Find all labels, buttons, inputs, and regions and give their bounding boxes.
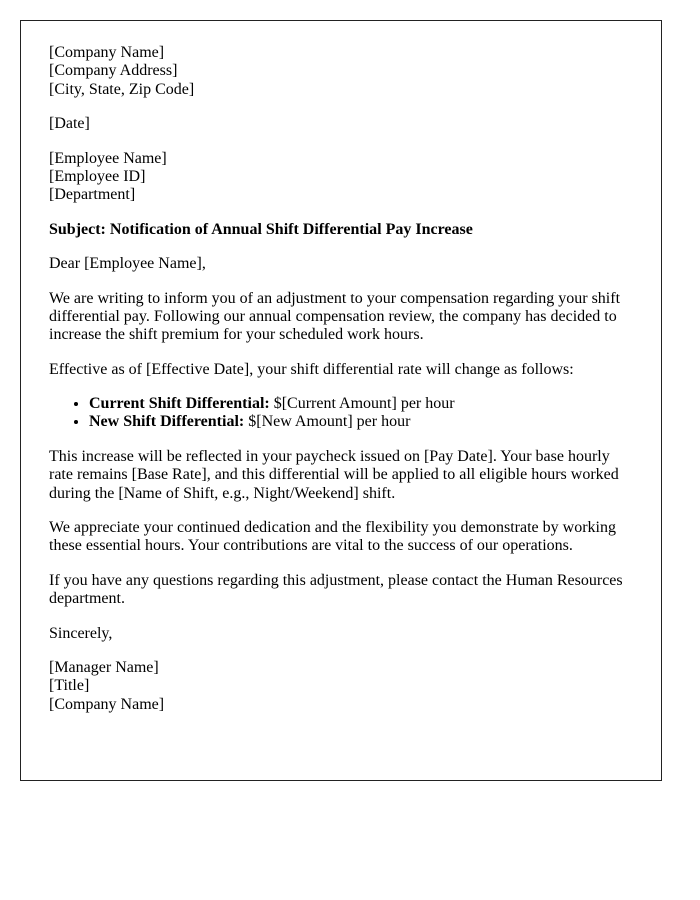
salutation-line: Dear [Employee Name], [49,255,206,273]
list-item-current-differential [89,395,633,413]
company-address-block [49,44,633,99]
signature-block [49,659,633,714]
manager-name-line: [Manager Name] [49,658,159,676]
current-differential-label: Current Shift Differential: [89,395,270,413]
company-name-line: [Company Name] [49,44,165,61]
date-line: [Date] [49,115,90,133]
signature-company-line: [Company Name] [49,695,165,713]
closing-line: Sincerely, [49,624,113,642]
paragraph-paycheck: This increase will be reflected in your paycheck issued on [Pay Date]. Your base hourly rate remains [Base Rate], and this differential will be applied to all eligible hours worked during the [Name of Shift, e.g., Night/Weekend] shift. [49,447,619,502]
current-differential-value: $[Current Amount] per hour [269,395,455,413]
company-address-line: [Company Address] [49,62,178,80]
department-line: [Department] [49,186,136,204]
employee-id-line: [Employee ID] [49,167,146,185]
signature-title-line: [Title] [49,677,90,695]
paragraph-appreciation: We appreciate your continued dedication and the flexibility you demonstrate by working these essential hours. Your contributions are vital to the success of our operations. [49,519,616,555]
paragraph-effective: Effective as of [Effective Date], your shift differential rate will change as follows: [49,360,574,378]
new-differential-value: $[New Amount] per hour [244,413,411,431]
list-item-new-differential [89,413,633,431]
paragraph-intro: We are writing to inform you of an adjustment to your compensation regarding your shift differential pay. Following our annual compensation review, the company has decided to increase the shift premium for your scheduled work hours. [49,289,621,344]
recipient-block [49,150,633,205]
differential-list [49,395,633,432]
company-city-state-zip-line: [City, State, Zip Code] [49,80,195,98]
letter-page [20,20,662,781]
new-differential-label: New Shift Differential: [89,413,245,431]
paragraph-questions: If you have any questions regarding this adjustment, please contact the Human Resources department. [49,571,623,608]
employee-name-line: [Employee Name] [49,149,167,167]
subject-line: Subject: Notification of Annual Shift Differential Pay Increase [49,220,473,238]
